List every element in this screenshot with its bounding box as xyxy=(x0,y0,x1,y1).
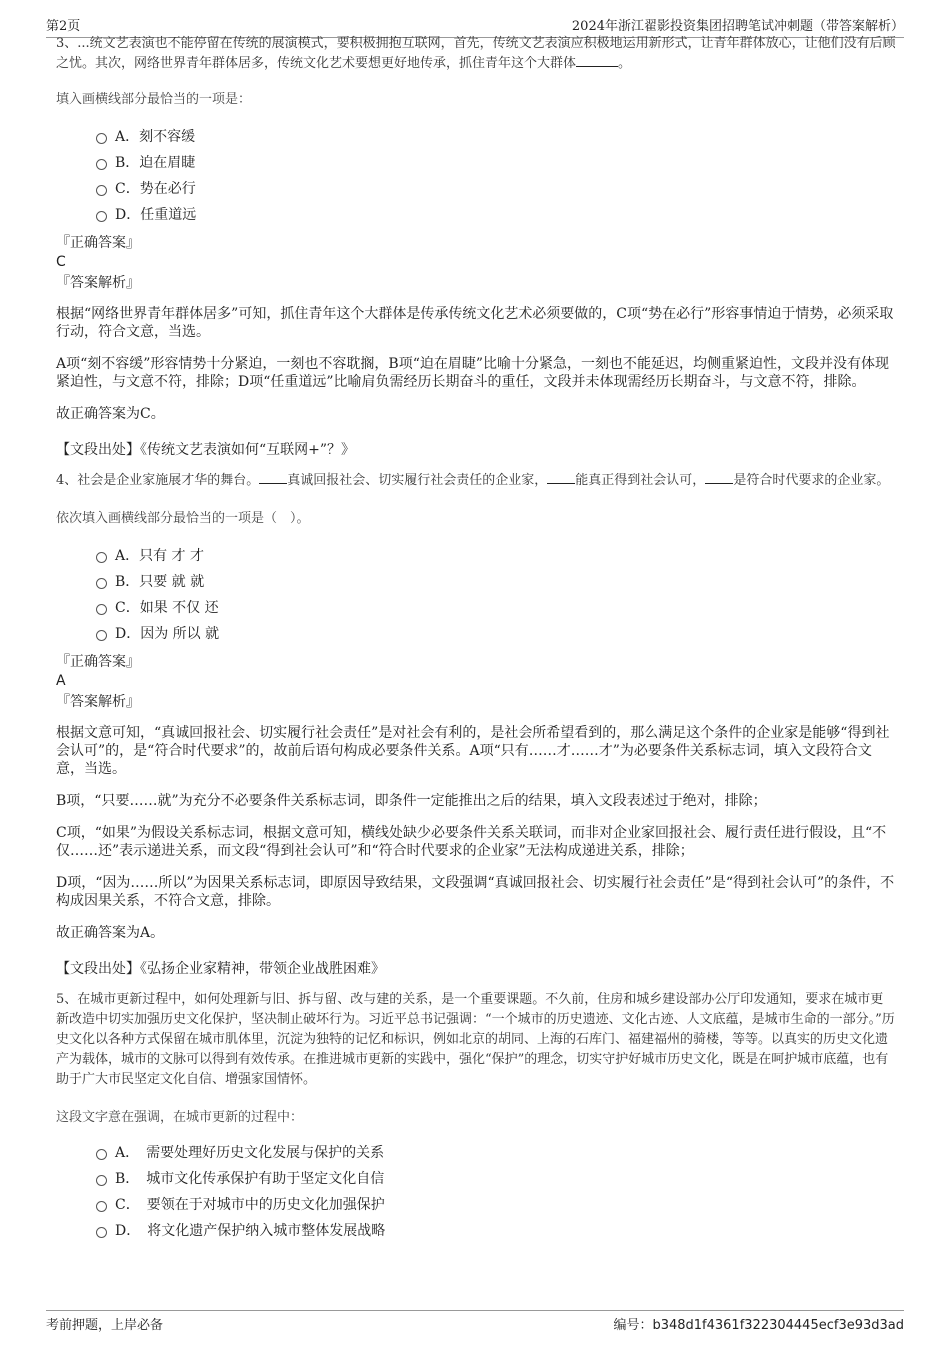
q5-option-a-label: A． 需要处理好历史文化发展与保护的关系 xyxy=(115,1145,385,1161)
q4-option-a-label: A．只有 才 才 xyxy=(115,548,205,564)
q4-stem-d: 是符合时代要求的企业家。 xyxy=(733,473,890,488)
footer-code-value: b348d1f4361f322304445ecf3e93d3ad xyxy=(652,1318,904,1333)
q4-option-c[interactable] xyxy=(96,594,896,620)
q5-option-b-label: B． 城市文化传承保护有助于坚定文化自信 xyxy=(115,1171,385,1187)
q3-option-b-label: B．迫在眉睫 xyxy=(115,155,196,171)
footer-code xyxy=(613,1314,904,1333)
q4-analysis-5: 故正确答案为A。 xyxy=(56,925,165,941)
q3-analysis-2: A项“刻不容缓”形容情势十分紧迫，一刻也不容耽搁，B项“迫在眉睫”比喻十分紧急，一刻也不能延迟，均侧重紧迫性，文段并没有体现紧迫性，与文意不符，排除；D项“任重道远”比喻肩负需经历长期奋斗的重任，文段并未体现需经历长期奋斗，与文意不符，排除。 xyxy=(56,356,890,390)
q3-option-c-label: C．势在必行 xyxy=(115,181,196,197)
q4-analysis-label: 『答案解析』 xyxy=(56,694,140,710)
page-footer xyxy=(46,1310,904,1333)
q3-option-c[interactable] xyxy=(96,175,896,201)
q3-blank xyxy=(576,54,618,67)
radio-icon[interactable] xyxy=(96,578,107,589)
q3-prompt: 填入画横线部分最恰当的一项是： xyxy=(56,92,252,107)
q3-source: 【文段出处】《传统文艺表演如何“互联网+”？》 xyxy=(56,442,356,458)
radio-icon[interactable] xyxy=(96,185,107,196)
q5-stem: 5、在城市更新过程中，如何处理新与旧、拆与留、改与建的关系，是一个重要课题。不久前，住房和城乡建设部办公厅印发通知，要求在城市更新改造中切实加强历史文化保护，坚决制止破坏行为。习近平总书记强调：“一个城市的历史遗迹、文化古迹、人文底蕴，是城市生命的一部分。”历史文化以各种方式保留在城市肌体里，沉淀为独特的记忆和标识，例如北京的胡同、上海的石库门、福建福州的骑楼，等等。以真实的历史文化遗产为载体，城市的文脉可以得到有效传承。在推进城市更新的实践中，强化“保护”的理念，切实守护好城市历史文化，既是在呵护城市底蕴，也有助于广大市民坚定文化自信、增强家国情怀。 xyxy=(56,992,895,1087)
radio-icon[interactable] xyxy=(96,630,107,641)
radio-icon[interactable] xyxy=(96,159,107,170)
q4-stem-b: 真诚回报社会、切实履行社会责任的企业家， xyxy=(287,473,548,488)
q5-option-c[interactable] xyxy=(96,1191,896,1217)
q4-analysis-4: D项，“因为……所以”为因果关系标志词，即原因导致结果，文段强调“真诚回报社会、切实履行社会责任”是“得到社会认可”的条件，不构成因果关系，不符合文意，排除。 xyxy=(56,875,895,909)
q5-option-c-label: C． 要领在于对城市中的历史文化加强保护 xyxy=(115,1197,385,1213)
q3-option-a-label: A．刻不容缓 xyxy=(115,129,196,145)
q3-analysis-1: 根据“网络世界青年群体居多”可知，抓住青年这个大群体是传承传统文化艺术必须要做的，C项“势在必行”形容事情迫于情势，必须采取行动，符合文意，当选。 xyxy=(56,306,894,340)
q4-option-b-label: B．只要 就 就 xyxy=(115,574,205,590)
q3-answer-label: 『正确答案』 xyxy=(56,235,140,251)
radio-icon[interactable] xyxy=(96,1149,107,1160)
q4-stem-c: 能真正得到社会认可， xyxy=(575,473,706,488)
q4-answer-label: 『正确答案』 xyxy=(56,654,140,670)
q3-options xyxy=(56,123,896,227)
q3-option-d[interactable] xyxy=(96,201,896,227)
q4-option-d[interactable] xyxy=(96,620,896,646)
q3-option-a[interactable] xyxy=(96,123,896,149)
q5-option-b[interactable] xyxy=(96,1165,896,1191)
radio-icon[interactable] xyxy=(96,1227,107,1238)
q4-prompt: 依次填入画横线部分最恰当的一项是（ ）。 xyxy=(56,511,310,526)
radio-icon[interactable] xyxy=(96,211,107,222)
q4-analysis-2: B项，“只要……就”为充分不必要条件关系标志词，即条件一定能推出之后的结果，填入文段表述过于绝对，排除； xyxy=(56,793,767,809)
footer-slogan: 考前押题，上岸必备 xyxy=(46,1318,164,1333)
q4-stem xyxy=(56,471,896,491)
q4-option-b[interactable] xyxy=(96,568,896,594)
q5-options xyxy=(56,1139,896,1243)
q5-option-d[interactable] xyxy=(96,1217,896,1243)
q5-option-a[interactable] xyxy=(96,1139,896,1165)
page-number: 第2页 xyxy=(46,19,81,34)
q3-stem-text: 3、...统文艺表演也不能停留在传统的展演模式，要积极拥抱互联网，首先，传统文艺表演应积极地运用新形式，让青年群体放心，让他们没有后顾之忧。其次，网络世界青年群体居多，传统文化艺术要想更好地传承，抓住青年这个大群体 xyxy=(56,36,896,71)
q4-option-d-label: D．因为 所以 就 xyxy=(115,626,220,642)
q3-stem xyxy=(56,34,896,72)
q5-option-d-label: D． 将文化遗产保护纳入城市整体发展战略 xyxy=(115,1223,386,1239)
q4-analysis-1: 根据文意可知，“真诚回报社会、切实履行社会责任”是对社会有利的，是社会所希望看到的，那么满足这个条件的企业家是能够“得到社会认可”的，是“符合时代要求”的，故前后语句构成必要条件关系。A项“只有……才……才”为必要条件关系标志词，填入文段符合文意，当选。 xyxy=(56,725,890,777)
q4-blank-3 xyxy=(705,471,733,484)
footer-code-label: 编号： xyxy=(613,1318,653,1333)
radio-icon[interactable] xyxy=(96,604,107,615)
q5-prompt: 这段文字意在强调，在城市更新的过程中： xyxy=(56,1110,304,1125)
q4-stem-a: 4、社会是企业家施展才华的舞台。 xyxy=(56,473,260,488)
q4-option-a[interactable] xyxy=(96,542,896,568)
q4-source: 【文段出处】《弘扬企业家精神，带领企业战胜困难》 xyxy=(56,961,385,977)
radio-icon[interactable] xyxy=(96,552,107,563)
document-title: 2024年浙江翟影投资集团招聘笔试冲刺题（带答案解析） xyxy=(571,19,904,34)
q3-option-b[interactable] xyxy=(96,149,896,175)
q4-options xyxy=(56,542,896,646)
q4-option-c-label: C．如果 不仅 还 xyxy=(115,600,219,616)
page-content xyxy=(56,34,896,1243)
radio-icon[interactable] xyxy=(96,1201,107,1212)
radio-icon[interactable] xyxy=(96,1175,107,1186)
q3-stem-end: 。 xyxy=(618,56,632,71)
q4-blank-1 xyxy=(259,471,287,484)
q4-answer: A xyxy=(56,673,66,689)
q3-analysis-label: 『答案解析』 xyxy=(56,275,140,291)
q4-analysis-3: C项，“如果”为假设关系标志词，根据文意可知，横线处缺少必要条件关系关联词，而非对企业家回报社会、履行责任进行假设，且“不仅……还”表示递进关系，而文段“得到社会认可”和“符合时代要求的企业家”无法构成递进关系，排除； xyxy=(56,825,887,859)
q3-answer: C xyxy=(56,254,66,270)
q3-option-d-label: D．任重道远 xyxy=(115,207,197,223)
radio-icon[interactable] xyxy=(96,133,107,144)
q4-blank-2 xyxy=(547,471,575,484)
q3-analysis-3: 故正确答案为C。 xyxy=(56,406,165,422)
